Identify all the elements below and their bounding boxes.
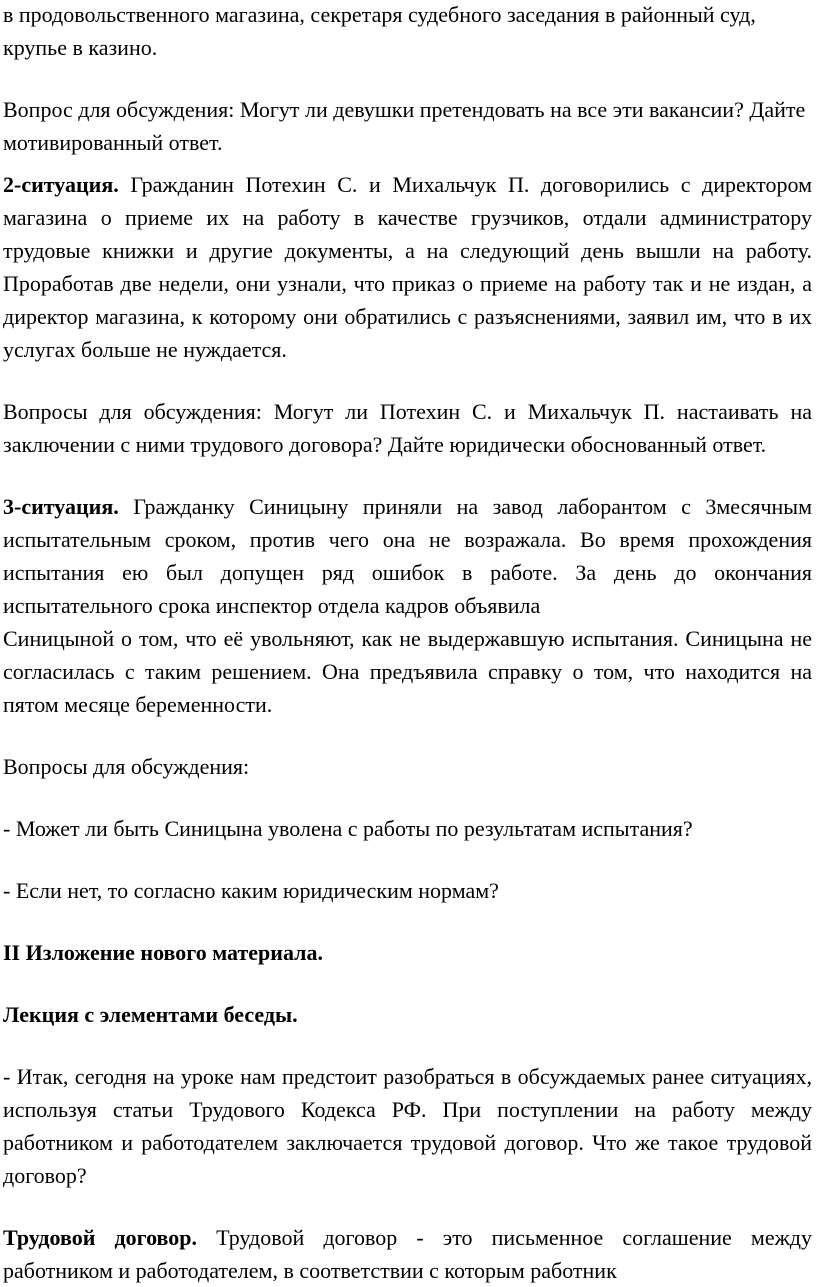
- situation-2-paragraph: [3, 168, 812, 366]
- section-heading: II Изложение нового материала.: [3, 940, 323, 965]
- definition-term: Трудовой договор.: [3, 1225, 197, 1250]
- subsection-heading: Лекция с элементами беседы.: [3, 1002, 298, 1027]
- discussion-question-3b: - Если нет, то согласно каким юридическим нормам?: [3, 878, 499, 903]
- paragraph-continuation: в продовольственного магазина, секретаря судебного заседания в районный суд, крупье в казино.: [3, 2, 756, 60]
- discussion-question-2: Вопросы для обсуждения: Могут ли Потехин С. и Михальчук П. настаивать на заключении с ними трудового договора? Дайте юридически обоснованный ответ.: [3, 399, 812, 457]
- situation-3-continuation: Синицыной о том, что её увольняют, как не выдержавшую испытания. Синицына не согласилась с таким решением. Она предъявила справку о том, что находится на пятом месяце беременности.: [3, 626, 812, 717]
- situation-3-heading: 3-ситуация.: [3, 494, 119, 519]
- situation-2-text: Гражданин Потехин С. и Михальчук П. договорились с директором магазина о приеме их на работу в качестве грузчиков, отдали администратору трудовые книжки и другие документы, а на следующий день вышли на работу. Проработав две недели, они узнали, что приказ о приеме на работу так и не издан, а директор магазина, к которому они обратились с разъяснениями, заявил им, что в их услугах больше не нуждается.: [3, 172, 812, 362]
- definition-paragraph: [3, 1221, 812, 1287]
- situation-2-heading: 2-ситуация.: [3, 172, 119, 197]
- situation-3-paragraph: [3, 490, 812, 622]
- situation-3-text: Гражданку Синицыну приняли на завод лаборантом с 3месячным испытательным сроком, против чего она не возражала. Во время прохождения испытания ею был допущен ряд ошибок в работе. За день до окончания испытательного срока инспектор отдела кадров объявила: [3, 494, 812, 618]
- discussion-questions-label: Вопросы для обсуждения:: [3, 754, 250, 779]
- lecture-intro-paragraph: - Итак, сегодня на уроке нам предстоит разобраться в обсуждаемых ранее ситуациях, используя статьи Трудового Кодекса РФ. При поступлении на работу между работником и работодателем заключается трудовой договор. Что же такое трудовой договор?: [3, 1064, 812, 1188]
- discussion-question-1: Вопрос для обсуждения: Могут ли девушки претендовать на все эти вакансии? Дайте мотивированный ответ.: [3, 97, 806, 155]
- definition-text: Трудовой договор - это письменное соглашение между работником и работодателем, в соответствии с которым работник: [3, 1225, 812, 1283]
- discussion-question-3a: - Может ли быть Синицына уволена с работы по результатам испытания?: [3, 816, 693, 841]
